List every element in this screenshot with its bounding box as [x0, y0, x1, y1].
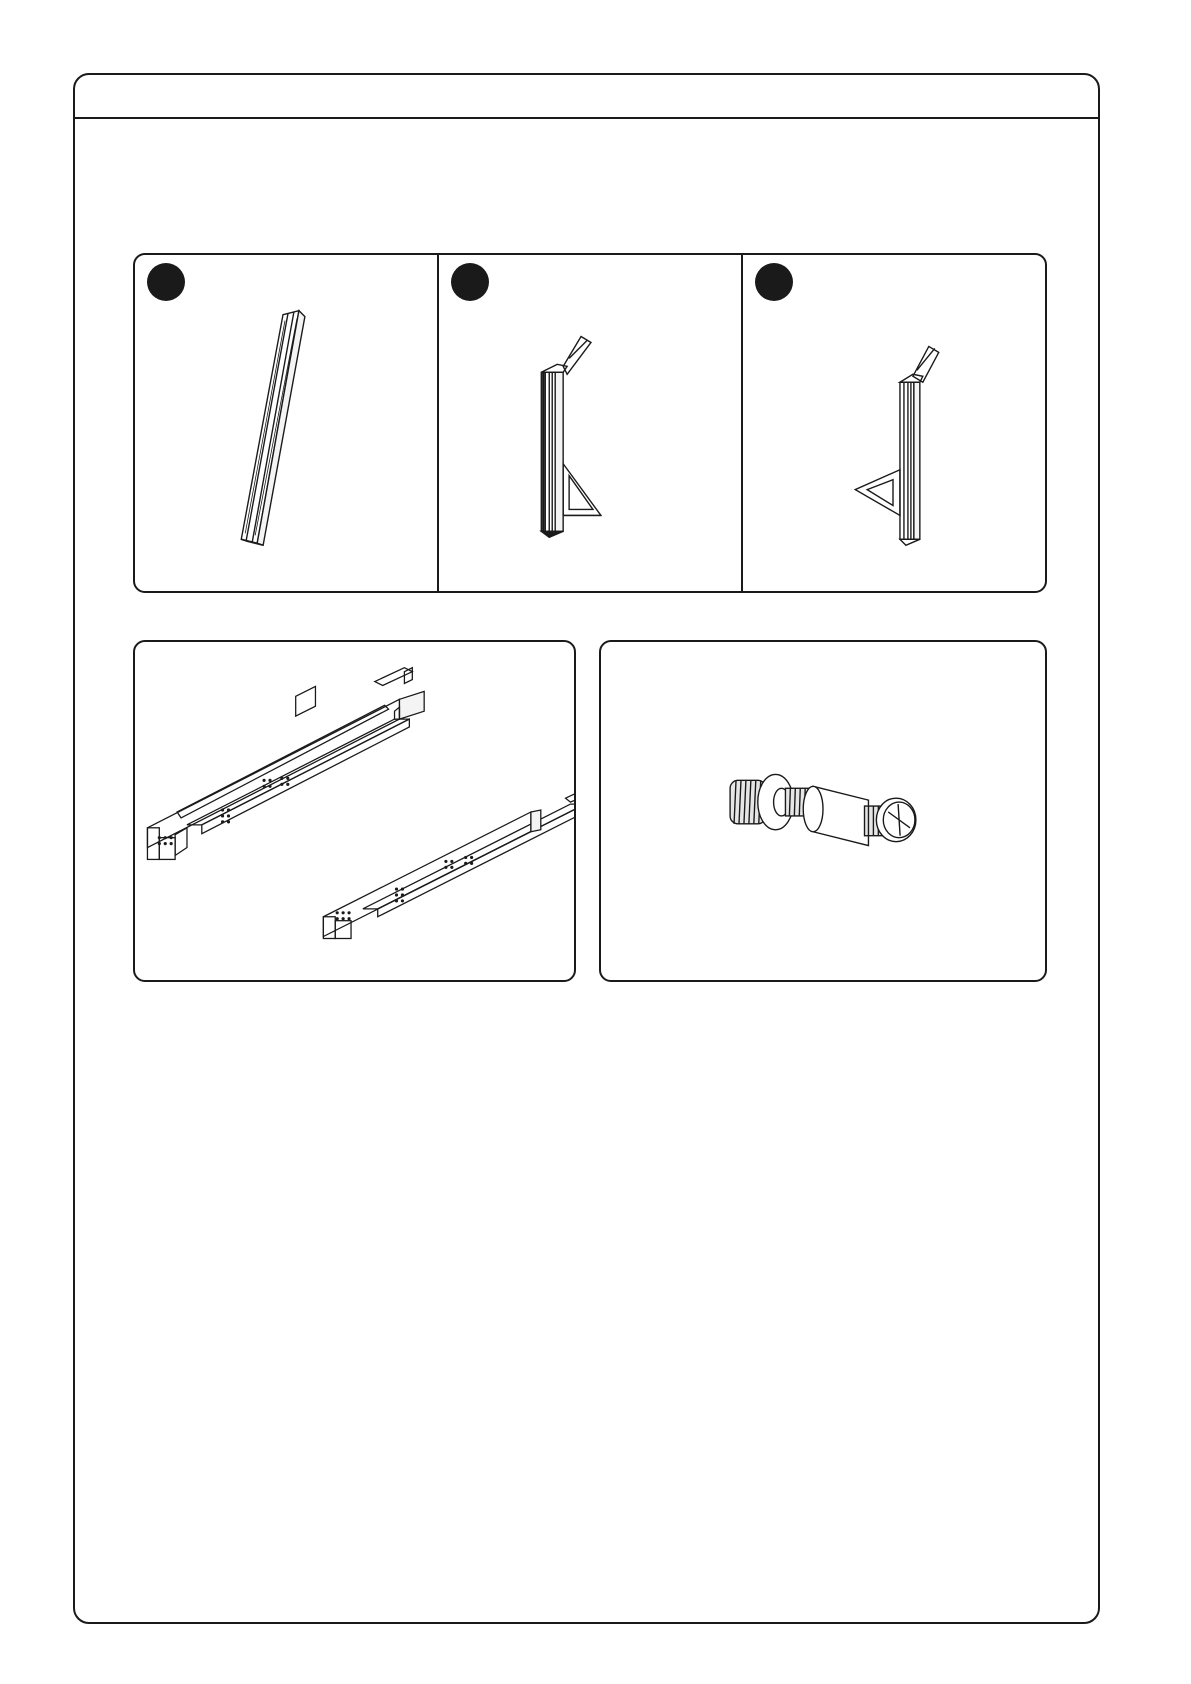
header-rule	[73, 117, 1100, 119]
cam-bolt-panel	[599, 640, 1047, 982]
parts-row	[133, 253, 1047, 593]
profile-with-right-bracket-icon	[743, 255, 1045, 591]
runner-lower	[323, 790, 574, 938]
aluminium-profile-icon	[135, 255, 437, 591]
runner-upper	[147, 668, 424, 860]
part-panel-1	[135, 255, 437, 591]
part-panel-3	[741, 255, 1045, 591]
part-panel-2	[437, 255, 741, 591]
drawer-runners-panel	[133, 640, 576, 982]
drawer-runners-icon	[135, 642, 574, 980]
profile-with-left-bracket-icon	[439, 255, 741, 591]
cam-bolt-icon	[601, 642, 1045, 980]
